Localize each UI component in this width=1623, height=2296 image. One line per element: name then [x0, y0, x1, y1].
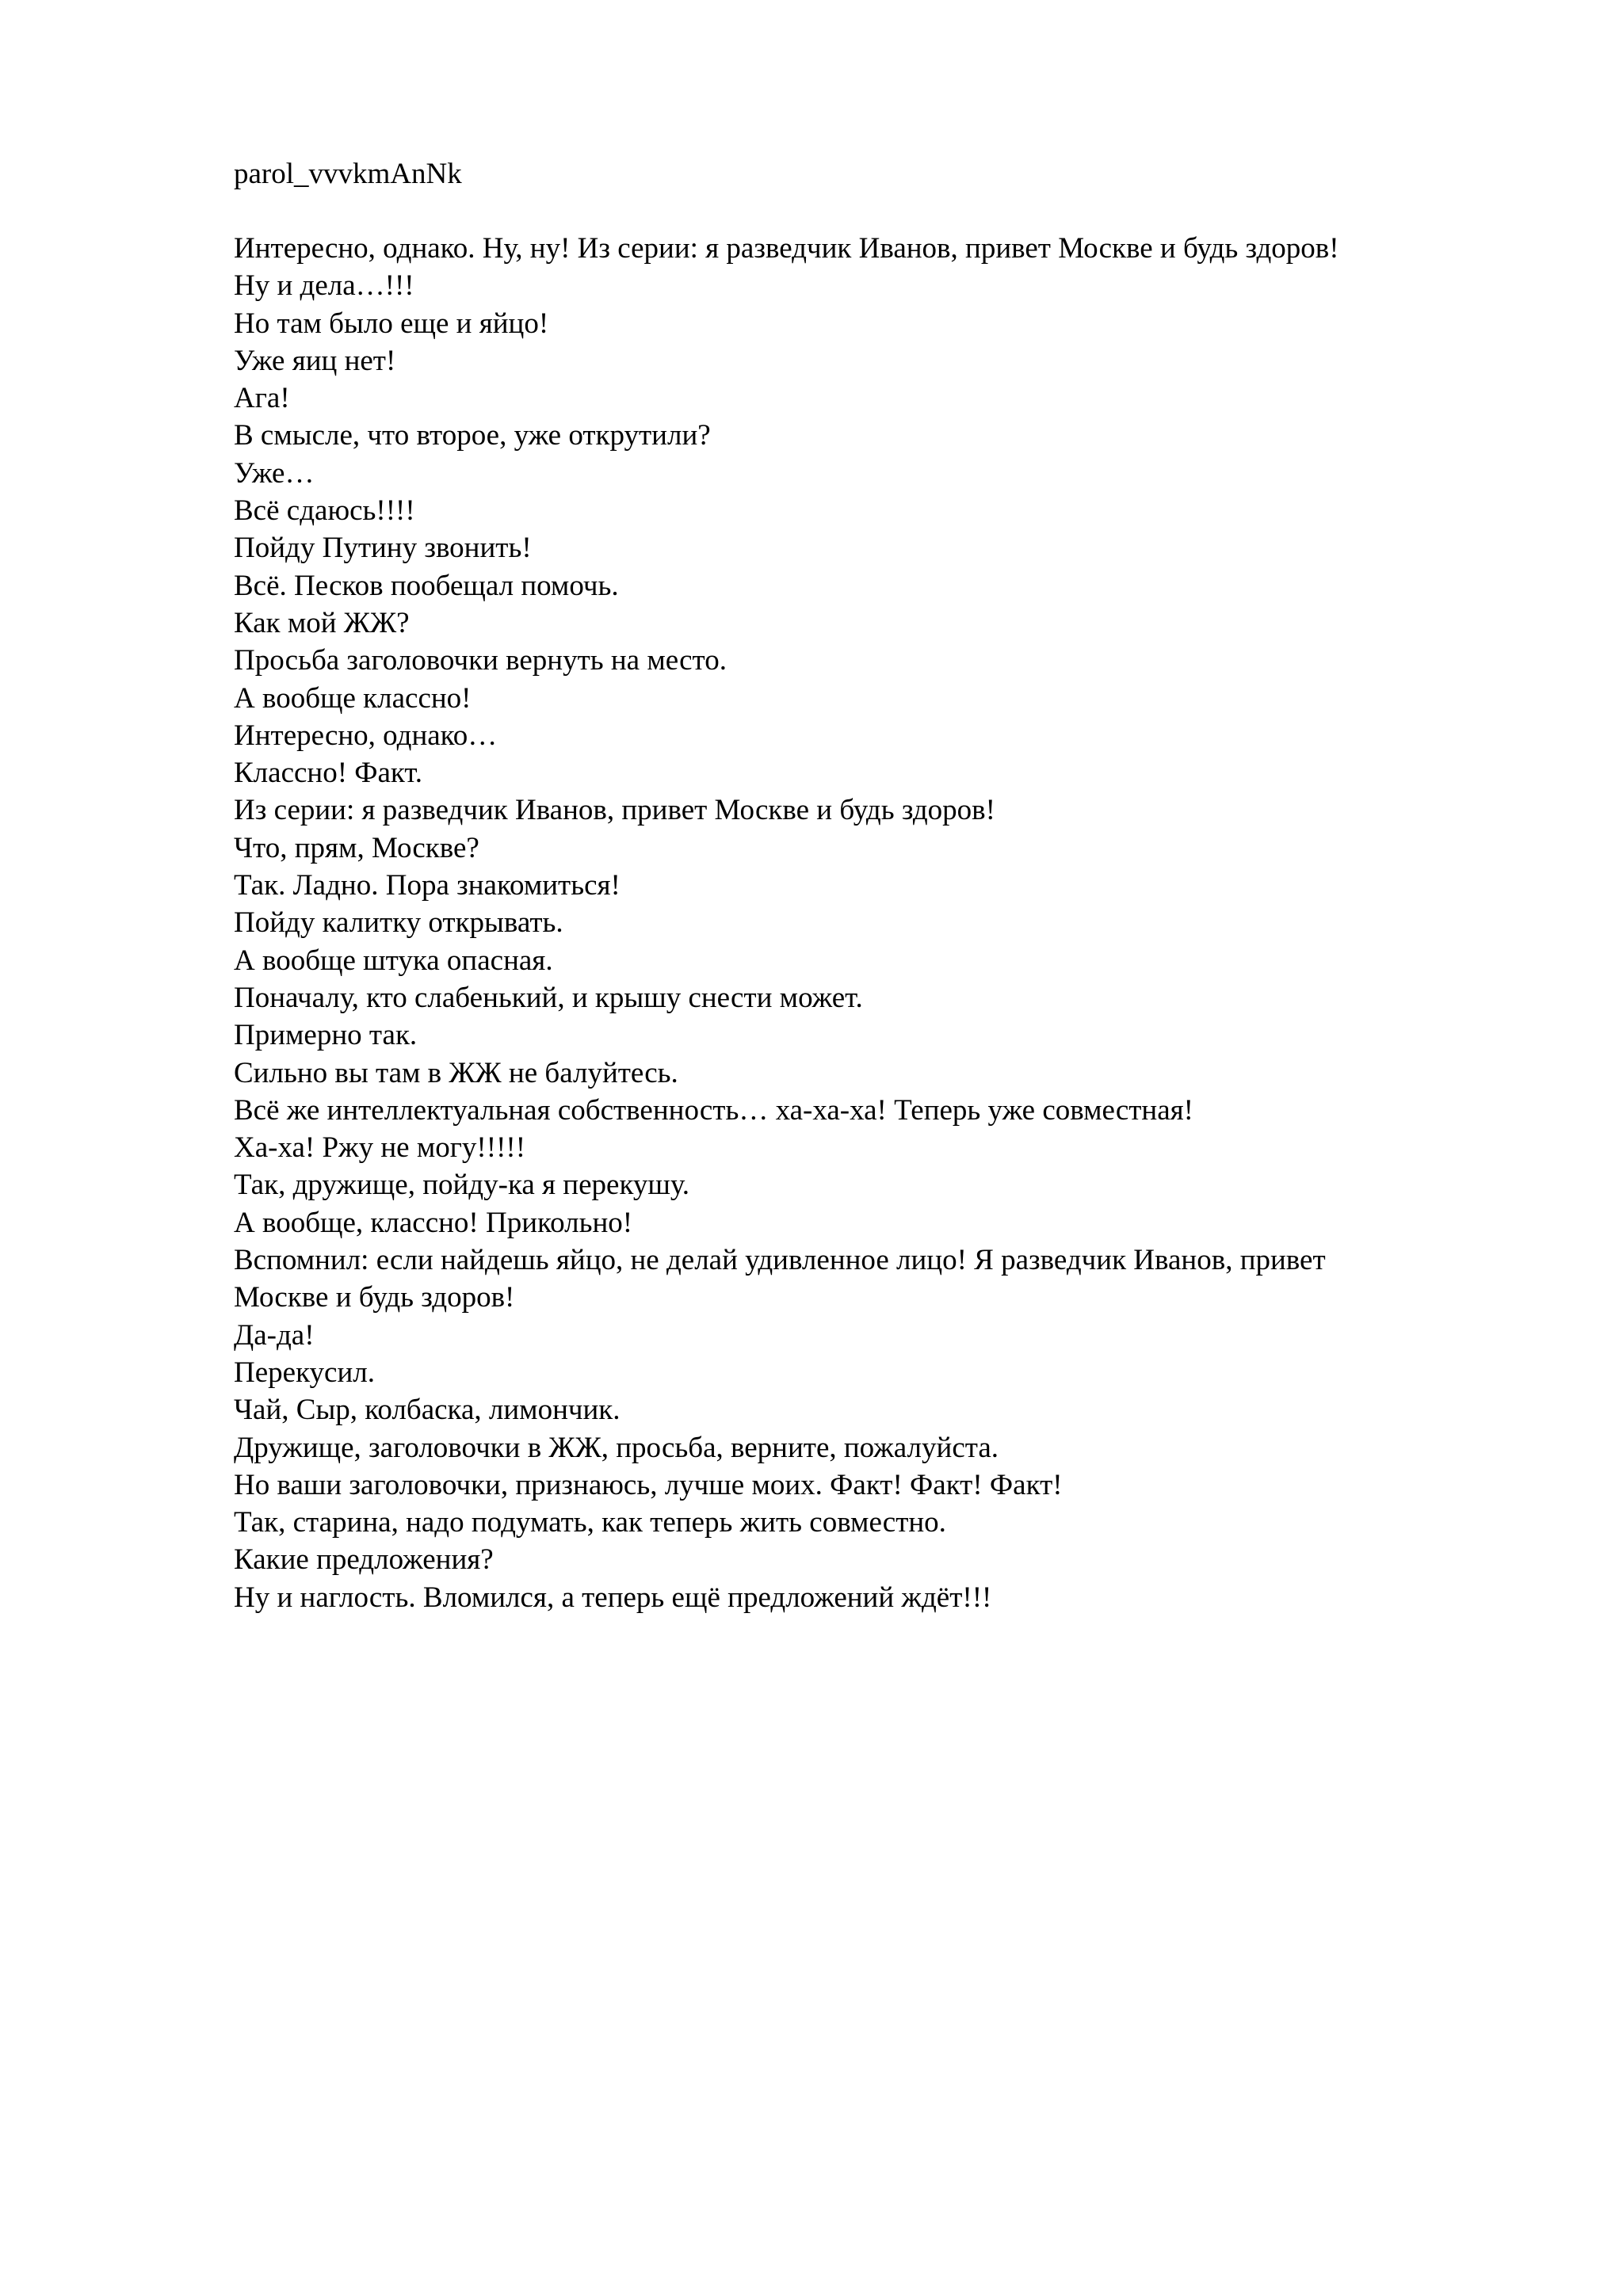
- text-line: Уже…: [234, 456, 315, 490]
- text-line: Пойду калитку открывать.: [234, 906, 563, 940]
- text-line: Пойду Путину звонить!: [234, 532, 532, 565]
- text-line: Примерно так.: [234, 1019, 418, 1052]
- text-line: Так, старина, надо подумать, как теперь жить совместно.: [234, 1506, 946, 1539]
- text-line: Всё сдаюсь!!!!: [234, 494, 415, 528]
- text-line: Но там было еще и яйцо!: [234, 307, 549, 340]
- document-title: parol_vvvkmAnNk: [234, 158, 462, 190]
- text-line: Какие предложения?: [234, 1543, 494, 1577]
- text-line: А вообще штука опасная.: [234, 944, 553, 977]
- text-line: Из серии: я разведчик Иванов, привет Москве и будь здоров!: [234, 794, 995, 827]
- text-line: В смысле, что второе, уже открутили?: [234, 419, 711, 452]
- document-body: [234, 230, 1518, 1616]
- text-line: Классно! Факт.: [234, 757, 423, 790]
- text-line: А вообще классно!: [234, 681, 472, 715]
- text-line: Поначалу, кто слабенький, и крышу снести может.: [234, 981, 863, 1014]
- text-line: Всё же интеллектуальная собственность… ха-ха-ха! Теперь уже совместная!: [234, 1093, 1193, 1127]
- text-line: Да-да!: [234, 1318, 315, 1352]
- text-line: Перекусил.: [234, 1356, 375, 1389]
- text-line: Ха-ха! Ржу не могу!!!!!: [234, 1131, 526, 1165]
- text-line: А вообще, классно! Прикольно!: [234, 1206, 633, 1239]
- text-line: Сильно вы там в ЖЖ не балуйтесь.: [234, 1056, 678, 1089]
- text-line: Всё. Песков пообещал помочь.: [234, 569, 619, 602]
- text-line: Как мой ЖЖ?: [234, 606, 410, 639]
- text-line: Что, прям, Москве?: [234, 831, 479, 864]
- text-line: Уже яиц нет!: [234, 344, 396, 377]
- text-line: Просьба заголовочки вернуть на место.: [234, 644, 727, 677]
- text-line: Вспомнил: если найдешь яйцо, не делай удивленное лицо! Я разведчик Иванов, привет: [234, 1244, 1326, 1277]
- text-line: Интересно, однако. Ну, ну! Из серии: я разведчик Иванов, привет Москве и будь здоров!: [234, 232, 1339, 265]
- text-line: Москве и будь здоров!: [234, 1281, 515, 1314]
- text-line: Так, дружище, пойду-ка я перекушу.: [234, 1169, 689, 1202]
- text-line: Интересно, однако…: [234, 719, 498, 752]
- text-line: Так. Ладно. Пора знакомиться!: [234, 869, 621, 902]
- text-line: Но ваши заголовочки, признаюсь, лучше моих. Факт! Факт! Факт!: [234, 1468, 1063, 1501]
- text-line: Чай, Сыр, колбаска, лимончик.: [234, 1394, 621, 1427]
- text-line: Дружище, заголовочки в ЖЖ, просьба, верните, пожалуйста.: [234, 1431, 999, 1464]
- text-line: Ага!: [234, 382, 290, 415]
- text-line: Ну и наглость. Вломился, а теперь ещё предложений ждёт!!!: [234, 1581, 992, 1614]
- text-line: Ну и дела…!!!: [234, 269, 414, 303]
